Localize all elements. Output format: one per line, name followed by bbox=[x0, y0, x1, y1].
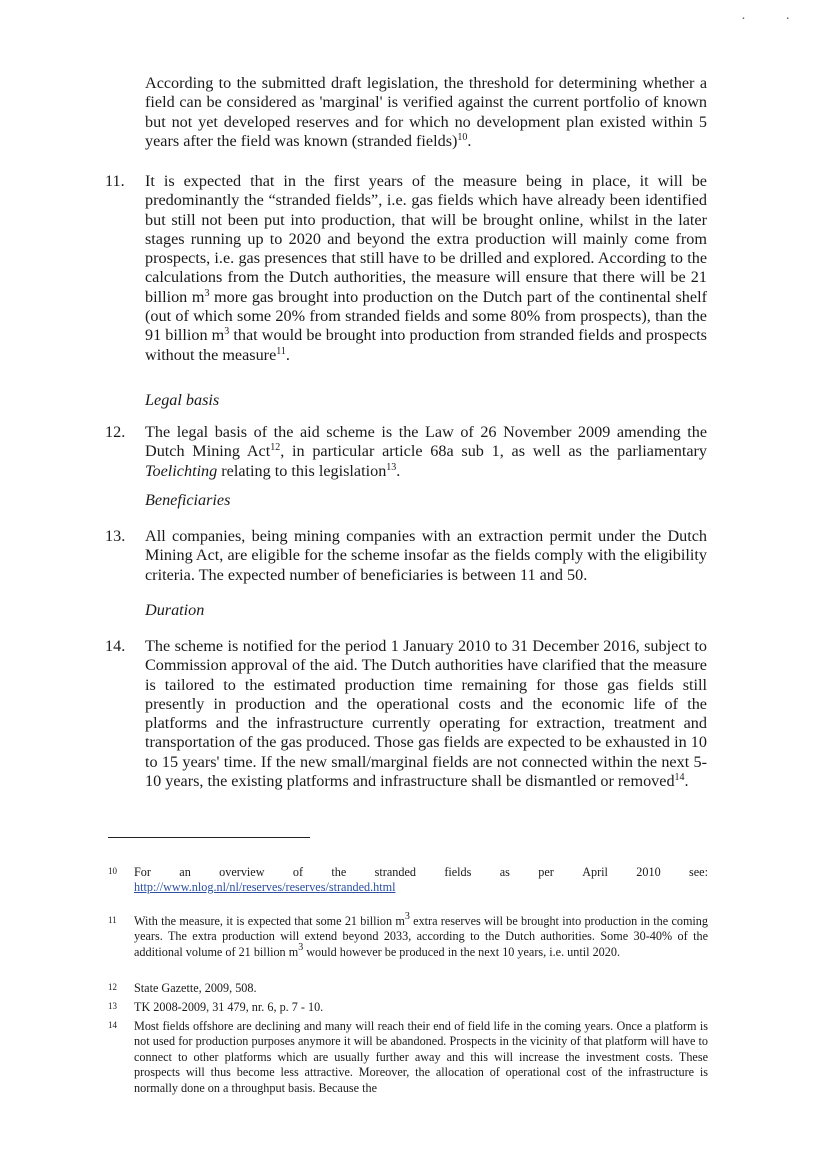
footnote-separator bbox=[108, 837, 310, 838]
footnote-text: extra reserves will be brought into production in the coming years. The extra production will extend beyond 2033, according to the Dutch authorities. Some 30-40% of the additional volume of 21 billion m bbox=[134, 914, 708, 959]
paragraph-text: relating to this legislation bbox=[217, 461, 387, 480]
paragraph-number: 12. bbox=[105, 423, 126, 441]
footnote-text: Most fields offshore are declining and many will reach their end of field life in the coming years. Once a platform is not used for production purposes anymore it will be abandoned. Prospects in the vicinity of that platform will have to connect to other platforms which are usually further away and this will increase the investment costs. These prospects will thus become less attractive. Moreover, the allocation of operational cost of the infrastructure is normally done on a throughput basis. Because the bbox=[134, 1019, 708, 1095]
footnote-word: fields bbox=[444, 865, 472, 879]
paragraph-12: 12. The legal basis of the aid scheme is the Law of 26 November 2009 amending the Dutch Mining Act$^{12}$, in particular article 68a sub 1, as well as the parliamentary Toelichting relating to this legislation$^{13}$. bbox=[105, 423, 707, 480]
footnote-text: State Gazette, 2009, 508. bbox=[134, 981, 257, 995]
footnote-word: see: bbox=[689, 865, 708, 879]
heading-beneficiaries: Beneficiaries bbox=[145, 491, 231, 509]
heading-legal-basis: Legal basis bbox=[145, 391, 220, 409]
paragraph-text: more gas brought into production on the Dutch part of the continental shelf (out of which some 20% from stranded fields and some 80% from prospects), than the 91 billion m bbox=[145, 287, 707, 345]
paragraph-text: All companies, being mining companies with an extraction permit under the Dutch Mining Act, are eligible for the scheme insofar as the fields comply with the eligibility criteria. The expected number of beneficiaries is between 11 and 50. bbox=[145, 527, 707, 584]
footnote-word: 2010 bbox=[636, 865, 661, 879]
paragraph-text: The legal basis of the aid scheme is the Law of 26 November 2009 amending the Dutch Mining Act bbox=[145, 423, 707, 461]
footnote-number: 14 bbox=[108, 1020, 117, 1030]
stranded-fields-link[interactable]: http://www.nlog.nl/nl/reserves/reserves/stranded.html bbox=[134, 880, 396, 895]
footnote-text: TK 2008-2009, 31 479, nr. 6, p. 7 - 10. bbox=[134, 1000, 324, 1014]
footnote-12 bbox=[108, 981, 708, 996]
paragraph-text: It is expected that in the first years of the measure being in place, it will be predominantly the “stranded fields”, i.e. gas fields which have already been identified but still not been put into production, that will be brought online, whilst in the later stages running up to 2020 and beyond the extra production will mainly come from prospects, i.e. gas presences that still have to be drilled and explored. According to the calculations from the Dutch authorities, the measure will ensure that there will be 21 billion m bbox=[145, 172, 707, 306]
paragraph-text: , in particular article 68a sub 1, as well as the parliamentary bbox=[280, 442, 707, 461]
footnote-text: With the measure, it is expected that some 21 billion m bbox=[134, 914, 405, 928]
footnote-word: an bbox=[179, 865, 191, 879]
paragraph-13 bbox=[105, 527, 707, 585]
paragraph-number: 11. bbox=[105, 172, 125, 190]
footnote-number: 11 bbox=[108, 915, 117, 925]
italic-term: Toelichting bbox=[145, 461, 218, 480]
footnote-number: 10 bbox=[108, 866, 117, 876]
exponent: 3 bbox=[298, 941, 304, 953]
footnote-word: as bbox=[499, 865, 510, 879]
footnote-13 bbox=[108, 1000, 708, 1015]
footnote-text: would however be produced in the next 10 years, i.e. until 2020. bbox=[303, 944, 620, 959]
exponent: 3 bbox=[204, 287, 210, 299]
paragraph-11: 11. It is expected that in the first years of the measure being in place, it will be predominantly the “stranded fields”, i.e. gas fields which have already been identified but still not been put into production, that will be brought online, whilst in the later stages running up to 2020 and beyond the extra production will mainly come from prospects, i.e. gas presences that still have to be drilled and explored. According to the calculations from the Dutch authorities, the measure will ensure that there will be 21 billion $m^3$ more gas brought into production on the Dutch part of the continental shelf (out of which some 20% from stranded fields and some 80% from prospects), than the 91 billion $m^3$ that would be brought into production from stranded fields and prospects without the measure$^{11}$. bbox=[105, 172, 707, 364]
paragraph-text: that would be brought into production from stranded fields and prospects without the measure bbox=[145, 326, 707, 364]
paragraph-14: 14. The scheme is notified for the period 1 January 2010 to 31 December 2016, subject to Commission approval of the aid. The Dutch authorities have clarified that the measure is tailored to the estimated production time remaining for those gas fields still presently in production and the operational costs and the economic life of the platforms and the infrastructure currently operating for extraction, treatment and transportation of the gas produced. Those gas fields are expected to be exhausted in 10 to 15 years' time. If the new small/marginal fields are not connected within the next 5-10 years, the existing platforms and infrastructure shall be dismantled or removed$^{14}$. bbox=[105, 637, 707, 791]
footnote-ref-11[interactable]: 11 bbox=[276, 345, 286, 357]
footnote-word: per bbox=[538, 865, 554, 879]
footnote-word: overview bbox=[219, 865, 265, 879]
footnote-ref-10[interactable]: 10 bbox=[457, 131, 468, 143]
footnote-14 bbox=[108, 1019, 708, 1096]
footnote-word: the bbox=[331, 865, 347, 879]
intro-paragraph: According to the submitted draft legislation, the threshold for determining whether a field can be considered as 'marginal' is verified against the current portfolio of known but not yet developed reserves and for which no development plan existed within 5 years after the field was known (stranded fields)$^{10}$. bbox=[145, 74, 707, 150]
footnote-10 bbox=[108, 865, 708, 896]
paragraph-number: 14. bbox=[105, 637, 126, 655]
heading-duration: Duration bbox=[145, 601, 205, 619]
footnote-ref-12[interactable]: 12 bbox=[270, 442, 281, 454]
exponent: 3 bbox=[224, 326, 230, 338]
footnote-number: 13 bbox=[108, 1001, 117, 1011]
paragraph-number: 13. bbox=[105, 527, 126, 545]
exponent: 3 bbox=[404, 911, 410, 922]
footnote-text bbox=[134, 865, 708, 880]
footnote-word: of bbox=[292, 865, 304, 879]
intro-text: According to the submitted draft legislation, the threshold for determining whether a field can be considered as 'marginal' is verified against the current portfolio of known but not yet developed reserves and for which no development plan existed within 5 years after the field was known (stranded fields) bbox=[145, 74, 707, 150]
corner-marks: · · bbox=[741, 12, 808, 27]
footnote-number: 12 bbox=[108, 982, 117, 992]
footnote-word: April bbox=[582, 865, 608, 879]
footnote-word: For bbox=[134, 865, 151, 879]
paragraph-text: The scheme is notified for the period 1 January 2010 to 31 December 2016, subject to Commission approval of the aid. The Dutch authorities have clarified that the measure is tailored to the estimated production time remaining for those gas fields still presently in production and the operational costs and the economic life of the platforms and the infrastructure currently operating for extraction, treatment and transportation of the gas produced. Those gas fields are expected to be exhausted in 10 to 15 years' time. If the new small/marginal fields are not connected within the next 5-10 years, the existing platforms and infrastructure shall be dismantled or removed bbox=[145, 637, 707, 791]
footnote-ref-14[interactable]: 14 bbox=[674, 772, 685, 784]
footnote-ref-13[interactable]: 13 bbox=[386, 461, 397, 473]
footnote-11 bbox=[108, 911, 708, 960]
footnote-word: stranded bbox=[374, 865, 416, 879]
